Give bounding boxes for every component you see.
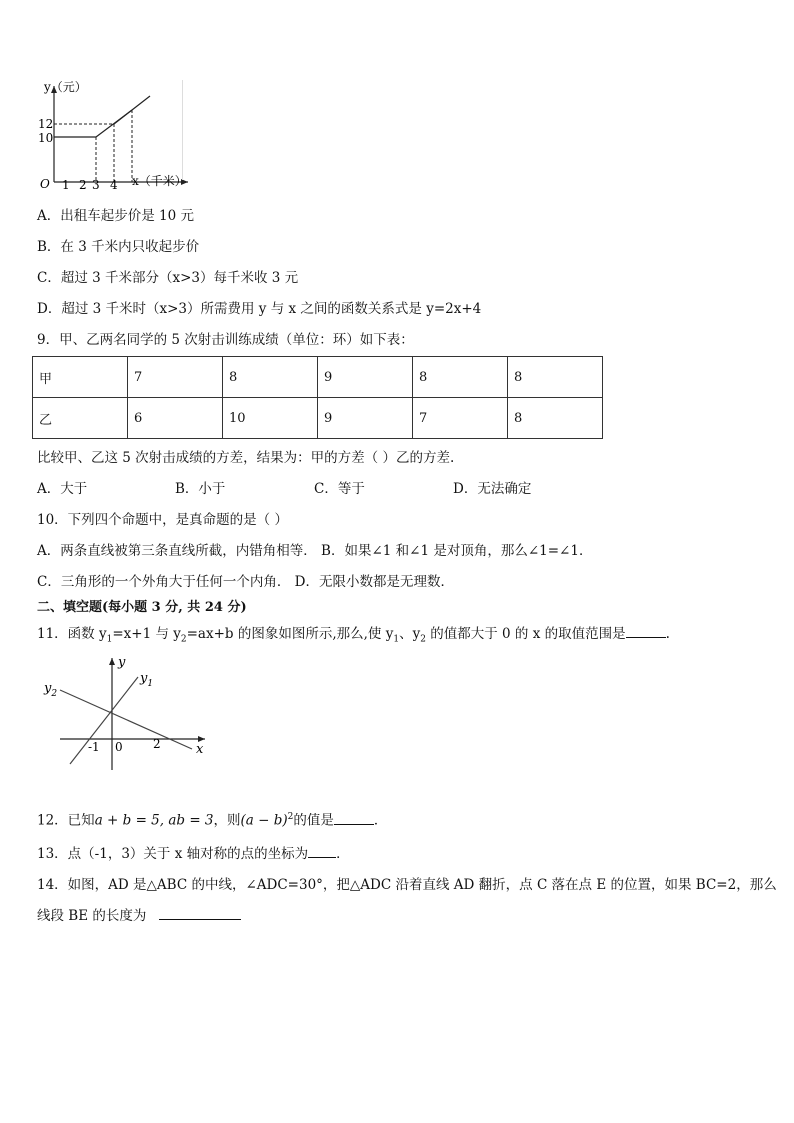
table-cell: 9 — [318, 398, 413, 439]
q11-text: 11．函数 y — [37, 626, 107, 642]
q12-text: 12．已知 — [37, 812, 95, 829]
q9-question: 比较甲、乙这 5 次射击成绩的方差，结果为：甲的方差（ ）乙的方差. — [37, 450, 455, 466]
table-cell: 8 — [508, 357, 603, 398]
section-title: 二、填空题(每小题 3 分, 共 24 分) — [37, 600, 247, 615]
q11-sub: 1 — [393, 634, 400, 645]
table-cell: 8 — [223, 357, 318, 398]
table-cell: 8 — [508, 398, 603, 439]
q9-option-a: A．大于 — [37, 481, 88, 497]
fare-graph — [30, 78, 200, 196]
table-cell: 9 — [318, 357, 413, 398]
q11-sub: 2 — [180, 634, 187, 645]
q12-end: ． — [373, 812, 388, 829]
answer-blank[interactable] — [626, 625, 666, 638]
fare-tick-4: 4 — [110, 178, 118, 192]
y2-label: $y_2$ — [44, 681, 58, 699]
q13-stem — [37, 845, 350, 863]
y-axis-label: y — [118, 655, 126, 670]
q11-end: . — [665, 626, 670, 642]
fare-tick-2: 2 — [79, 178, 87, 192]
fare-tick-10: 10 — [38, 131, 54, 145]
q13-end: ． — [336, 846, 350, 862]
q9-option-d: D．无法确定 — [453, 481, 532, 497]
q8-option-c: C．超过 3 千米部分（x>3）每千米收 3 元 — [37, 270, 299, 286]
q9-option-c: C．等于 — [314, 481, 365, 497]
q11-text: =x+1 与 y — [112, 626, 181, 642]
table-cell: 6 — [128, 398, 223, 439]
q12-text: 的值是 — [293, 812, 334, 829]
fare-y-label: y（元） — [44, 80, 87, 94]
q8-option-b: B．在 3 千米内只收起步价 — [37, 239, 200, 255]
q11-sub: 1 — [106, 634, 113, 645]
q14-line1: 14．如图，AD 是△ABC 的中线，∠ADC=30°，把△ADC 沿着直线 AD 翻折，点 C 落在点 E 的位置，如果 BC=2，那么 — [37, 877, 777, 893]
q11-text: 的值都大于 0 的 x 的取值范围是 — [425, 626, 626, 642]
q11-text: 、y — [399, 626, 421, 642]
y1-label: $y_1$ — [140, 671, 154, 689]
tick-minus1: -1 — [88, 740, 100, 754]
table-cell: 甲 — [33, 357, 128, 398]
q10-line2: C．三角形的一个外角大于任何一个内角． D．无限小数都是无理数． — [37, 574, 454, 590]
table-row — [33, 398, 603, 439]
lines-graph — [40, 652, 215, 772]
q12-text: ，则 — [213, 812, 241, 829]
tick-0: 0 — [115, 740, 123, 754]
q12-math: a + b = 5, ab = 3 — [94, 812, 214, 829]
q11-stem — [37, 625, 670, 649]
q12-stem — [37, 808, 387, 830]
q10-line1: A．两条直线被第三条直线所截，内错角相等． B．如果∠1 和∠1 是对顶角，那么∠1=∠1． — [37, 543, 593, 559]
answer-blank[interactable] — [159, 907, 241, 920]
table-row — [33, 357, 603, 398]
table-cell: 10 — [223, 398, 318, 439]
answer-blank[interactable] — [308, 845, 336, 858]
answer-blank[interactable] — [334, 812, 374, 825]
table-cell: 乙 — [33, 398, 128, 439]
fare-x-label: x（千米） — [132, 174, 187, 188]
q10-stem: 10．下列四个命题中，是真命题的是（ ） — [37, 512, 288, 528]
q8-option-d: D．超过 3 千米时（x>3）所需费用 y 与 x 之间的函数关系式是 y=2x+4 — [37, 301, 482, 317]
q8-option-a: A．出租车起步价是 10 元 — [37, 208, 195, 224]
q11-text: =ax+b 的图象如图所示,那么,使 y — [186, 626, 394, 642]
table-cell: 7 — [413, 398, 508, 439]
q12-sup: 2 — [287, 812, 294, 822]
q14-text: 线段 BE 的长度为 — [37, 908, 147, 924]
q14-line2 — [37, 907, 241, 925]
fare-tick-12: 12 — [38, 117, 54, 131]
q13-text: 13．点（-1，3）关于 x 轴对称的点的坐标为 — [37, 846, 309, 862]
table-cell: 8 — [413, 357, 508, 398]
scores-table — [32, 356, 603, 439]
x-axis-label: x — [196, 742, 204, 757]
q9-option-b: B．小于 — [175, 481, 226, 497]
tick-2: 2 — [153, 737, 161, 751]
fare-tick-1: 1 — [62, 178, 70, 192]
table-cell: 7 — [128, 357, 223, 398]
fare-tick-origin: O — [40, 177, 50, 191]
q11-sub: 2 — [420, 634, 426, 645]
q12-math: (a − b) — [240, 812, 288, 829]
q9-stem: 9．甲、乙两名同学的 5 次射击训练成绩（单位：环）如下表： — [37, 332, 414, 348]
fare-tick-3: 3 — [92, 178, 100, 192]
